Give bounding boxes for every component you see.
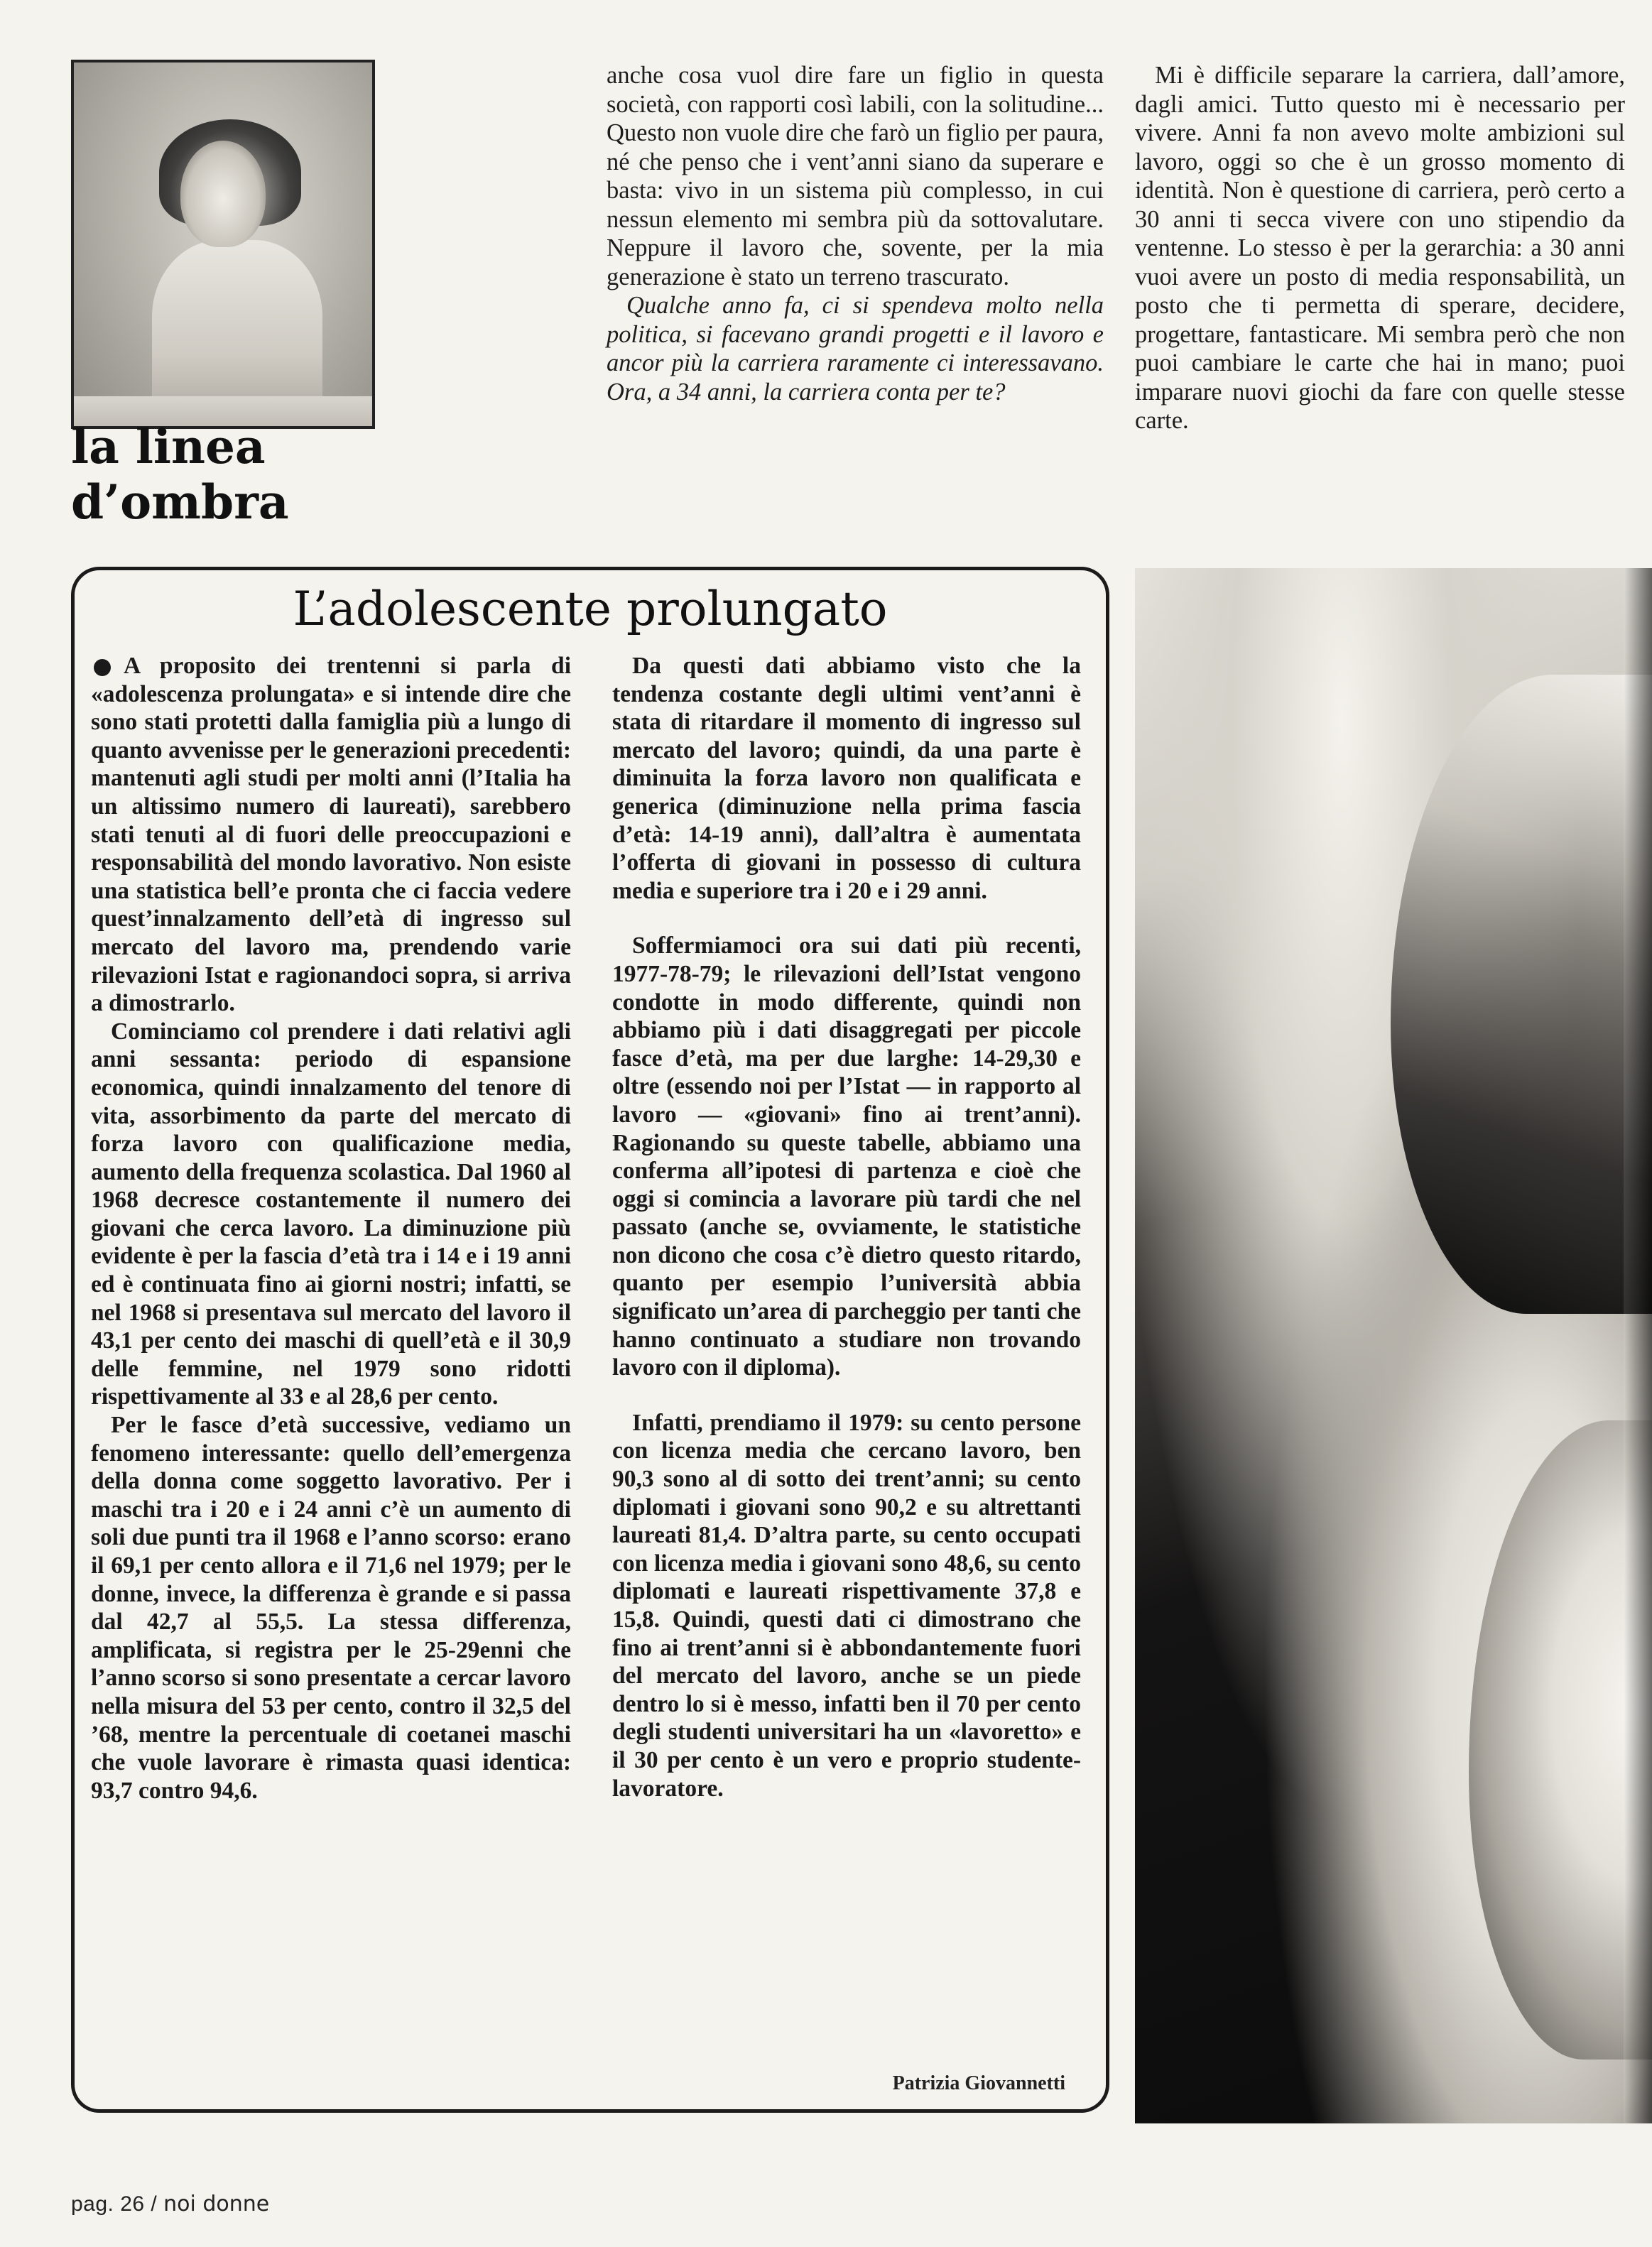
sidebar-paragraph: Cominciamo col prendere i dati relativi agli anni sessanta: periodo di espansione economica, quindi innalzamento del tenore di vita, assorbimento da parte del mercato di forza lavoro con qualificazione media, aumento della frequenza scolastica. Dal 1960 al 1968 decresce costantemente il numero dei giovani che cerca lavoro. La diminuzione più evidente è per la fascia d’età tra i 14 e i 19 anni ed è continuata fino ai giorni nostri; infatti, se nel 1968 si presentava sul mercato del lavoro il 43,1 per cento dei maschi di quell’età e il 30,9 delle femmine, nel 1979 sono ridotti rispettivamente al 33 e al 28,6 per cento. — [91, 1018, 571, 1410]
sidebar-paragraph: Per le fasce d’età successive, vediamo un fenomeno interessante: quello dell’emergenza della donna come soggetto lavorativo. Per i maschi tra i 20 e i 24 anni c’è un aumento di soli due punti tra il 1968 e l’anno scorso: erano il 69,1 per cento allora e il 71,6 nel 1979; per le donne, invece, la differenza è grande e si passa dal 42,7 al 55,5. La stessa differenza, amplificata, si registra per le 25-29enni che l’anno scorso si sono presentate a cercar lavoro nella misura del 53 per cento, contro il 32,5 del ’68, mentre la percentuale di coetanei maschi che vuole lavorare è rimasta quasi identica: 93,7 contro 94,6. — [91, 1412, 571, 1804]
sidebar-paragraph: Soffermiamoci ora sui dati più recenti, 1977-78-79; le rilevazioni dell’Istat vengono condotte in modo differente, quindi non abbiamo più i dati disaggregati per piccole fasce d’età, ma per due larghe: 14-29,30 e oltre (essendo noi per l’Istat — in rapporto al lavoro — «giovani» fino ai trent’anni). Ragionando su queste tabelle, abbiamo una conferma all’ipotesi di partenza e cioè che oggi si comincia a lavorare più tardi che nel passato (anche se, ovviamente, le statistiche non dicono che cosa c’è dietro questo ritardo, quanto per esempio l’università abbia significato un’area di parcheggio per tanti che hanno continuato a studiare non trovando lavoro con il diploma). — [612, 932, 1081, 1381]
interview-answer: Mi è difficile separare la carriera, dall’amore, dagli amici. Tutto questo mi è necessario per vivere. Anni fa non avevo molte ambizioni sul lavoro, oggi so che è un grosso momento di identità. Non è questione di carriera, però certo a 30 anni ti secca vivere con uno stipendio da ventenne. Lo stesso è per la gerarchia: a 30 anni vuoi avere un posto di media responsabilità, un posto che ti permetta di sperare, decidere, progettare, fantasticare. Mi sembra però che non puoi cambiare le carte che hai in mano; puoi imparare nuovi giochi da fare con quelle stesse carte. — [1135, 62, 1625, 434]
column-title — [71, 419, 384, 530]
column-title-line2: d’ombra — [71, 474, 289, 530]
bullet-icon — [94, 659, 111, 676]
sidebar-column-left — [91, 652, 571, 1805]
interview-column-middle — [607, 61, 1104, 406]
sidebar-column-right — [612, 652, 1081, 1802]
sidebar-title: L’adolescente prolungato — [293, 582, 888, 636]
sidebar-paragraph: Da questi dati abbiamo visto che la tendenza costante degli ultimi vent’anni è stata di ritardare il momento di ingresso sul mercato del lavoro; quindi, da una parte è diminuita la forza lavoro non qualificata e generica (diminuzione nella prima fascia d’età: 14-19 anni), dall’altra è aumentata l’offerta di giovani in possesso di cultura media e superiore tra i 20 e i 29 anni. — [612, 653, 1081, 904]
page-footer — [71, 2192, 269, 2216]
interview-answer: anche cosa vuol dire fare un figlio in questa società, con rapporti così labili, con la solitudine... Questo non vuole dire che farò un figlio per paura, né che penso che i vent’anni siano da superare e basta: vivo in un sistema più complesso, in cui nessun elemento mi sembra più da sottovalutare. Neppure il lavoro che, sovente, per la mia generazione è stato un terreno trascurato. — [607, 62, 1104, 290]
interview-question: Qualche anno fa, ci si spendeva molto nella politica, si facevano grandi progetti e il lavoro e ancor più la carriera raramente ci interessavano. Ora, a 34 anni, la carriera conta per te? — [607, 292, 1104, 406]
sidebar-paragraph-text: A proposito dei trentenni si parla di «adolescenza prolungata» e si intende dire che sono stati protetti dalla famiglia più a lungo di quanto avvenisse per le generazioni precedenti: mantenuti agli studi per molti anni (l’Italia ha un altissimo numero di laureati), sarebbero stati tenuti al di fuori delle preoccupazioni e responsabilità del mondo lavorativo. Non esiste una statistica bell’e pronta che ci faccia vedere quest’innalzamento dell’età di ingresso sul mercato del lavoro ma, prendendo varie rilevazioni Istat e ragionandoci sopra, si arriva a dimostrarlo. — [91, 653, 571, 1017]
sidebar-paragraph: Infatti, prendiamo il 1979: su cento persone con licenza media che cercano lavoro, ben 90,3 sono al di sotto dei trent’anni; su cento diplomati i giovani sono 90,2 e su altrettanti laureati 81,4. D’altra parte, su cento occupati con licenza media i giovani sono 48,6, su cento diplomati e laureati rispettivamente 37,8 e 15,8. Quindi, questi dati ci dimostrano che fino ai trent’anni si è abbondantemente fuori del mercato del lavoro, anche se un piede dentro lo si è messo, infatti ben il 70 per cento degli studenti universitari ha un «lavoretto» e il 30 per cento è un vero e proprio studente-lavoratore. — [612, 1409, 1081, 1802]
magazine-name: noi donne — [163, 2192, 270, 2216]
page-number: pag. 26 / — [71, 2192, 158, 2216]
feature-photo — [1135, 568, 1652, 2123]
column-title-line1: la linea — [71, 419, 266, 474]
author-byline: Patrizia Giovannetti — [892, 2072, 1065, 2094]
portrait-photo — [71, 60, 375, 429]
interview-column-right — [1135, 61, 1625, 435]
sidebar-paragraph — [91, 652, 571, 1018]
